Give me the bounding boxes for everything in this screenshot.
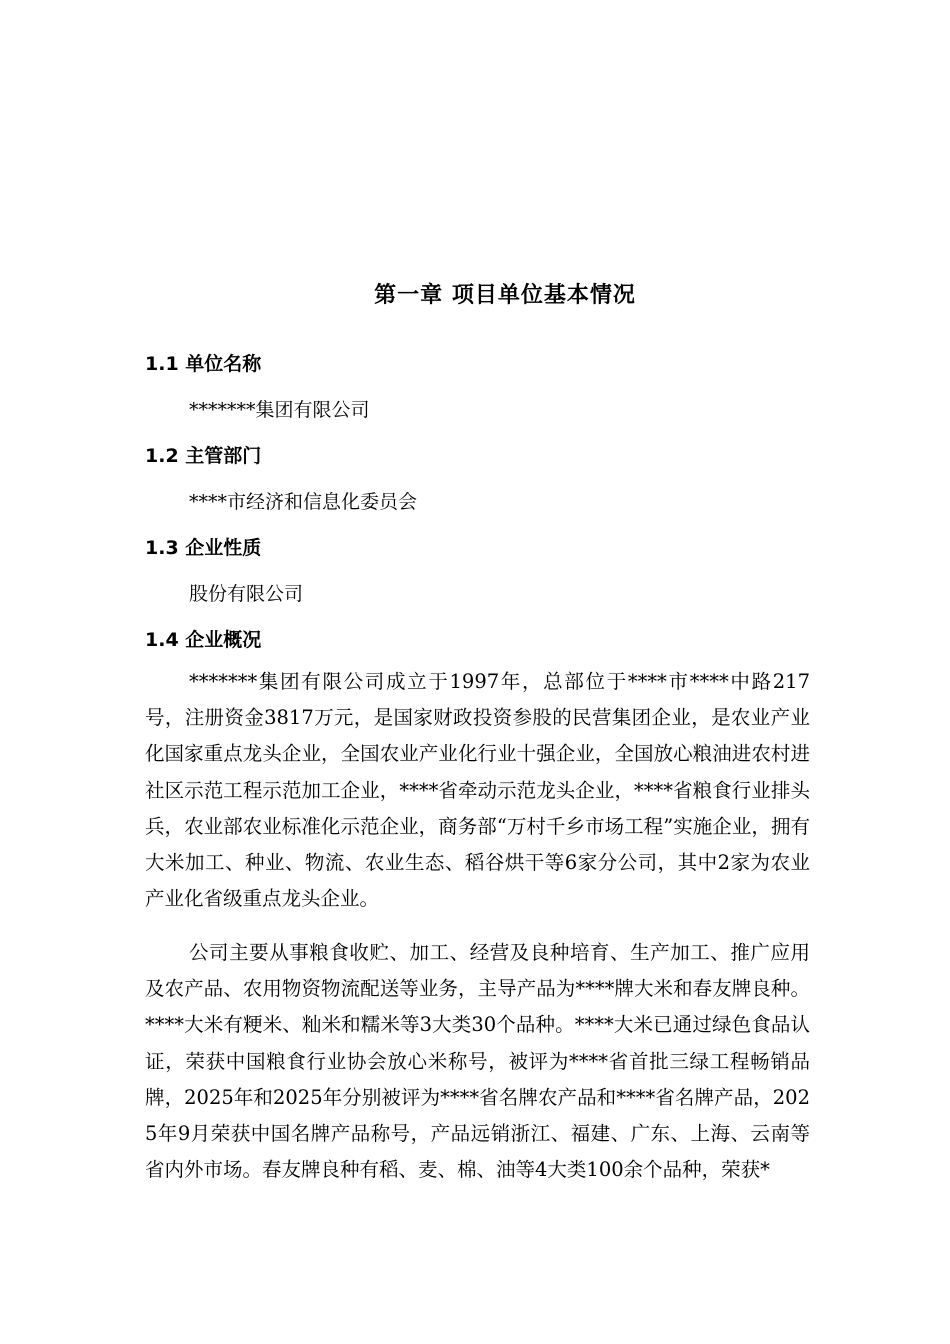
section-heading-enterprise-nature: 1.3 企业性质: [145, 537, 262, 559]
unit-name-value: *******集团有限公司: [189, 399, 370, 421]
overview-paragraph-2: 公司主要从事粮食收贮、加工、经营及良种培育、生产加工、推广应用及农产品、农用物资物流配送等业务，主导产品为****牌大米和春友牌良种。****大米有粳米、籼米和糯米等3大类30个品种。****大米已通过绿色食品认证，荣获中国粮食行业协会放心米称号，被评为****省首批三绿工程畅销品牌，2025年和2025年分别被评为****省名牌农产品和****省名牌产品，2025年9月荣获中国名牌产品称号，产品远销浙江、福建、广东、上海、云南等省内外市场。春友牌良种有稻、麦、棉、油等4大类100余个品种，荣获*: [145, 941, 810, 1182]
section-heading-enterprise-overview: 1.4 企业概况: [145, 629, 262, 651]
overview-paragraph-1: *******集团有限公司成立于1997年，总部位于****市****中路217号，注册资金3817万元，是国家财政投资参股的民营集团企业，是农业产业化国家重点龙头企业，全国农业产业化行业十强企业，全国放心粮油进农村进社区示范工程示范加工企业，****省牵动示范龙头企业，****省粮食行业排头兵，农业部农业标准化示范企业，商务部“万村千乡市场工程”实施企业，拥有大米加工、种业、物流、农业生态、稻谷烘干等6家分公司，其中2家为农业产业化省级重点龙头企业。: [145, 670, 810, 911]
chapter-title: 第一章 项目单位基本情况: [374, 283, 636, 308]
supervising-dept-value: ****市经济和信息化委员会: [189, 491, 418, 513]
section-heading-supervising-dept: 1.2 主管部门: [145, 445, 262, 467]
enterprise-nature-value: 股份有限公司: [189, 583, 304, 605]
section-heading-unit-name: 1.1 单位名称: [145, 353, 262, 375]
